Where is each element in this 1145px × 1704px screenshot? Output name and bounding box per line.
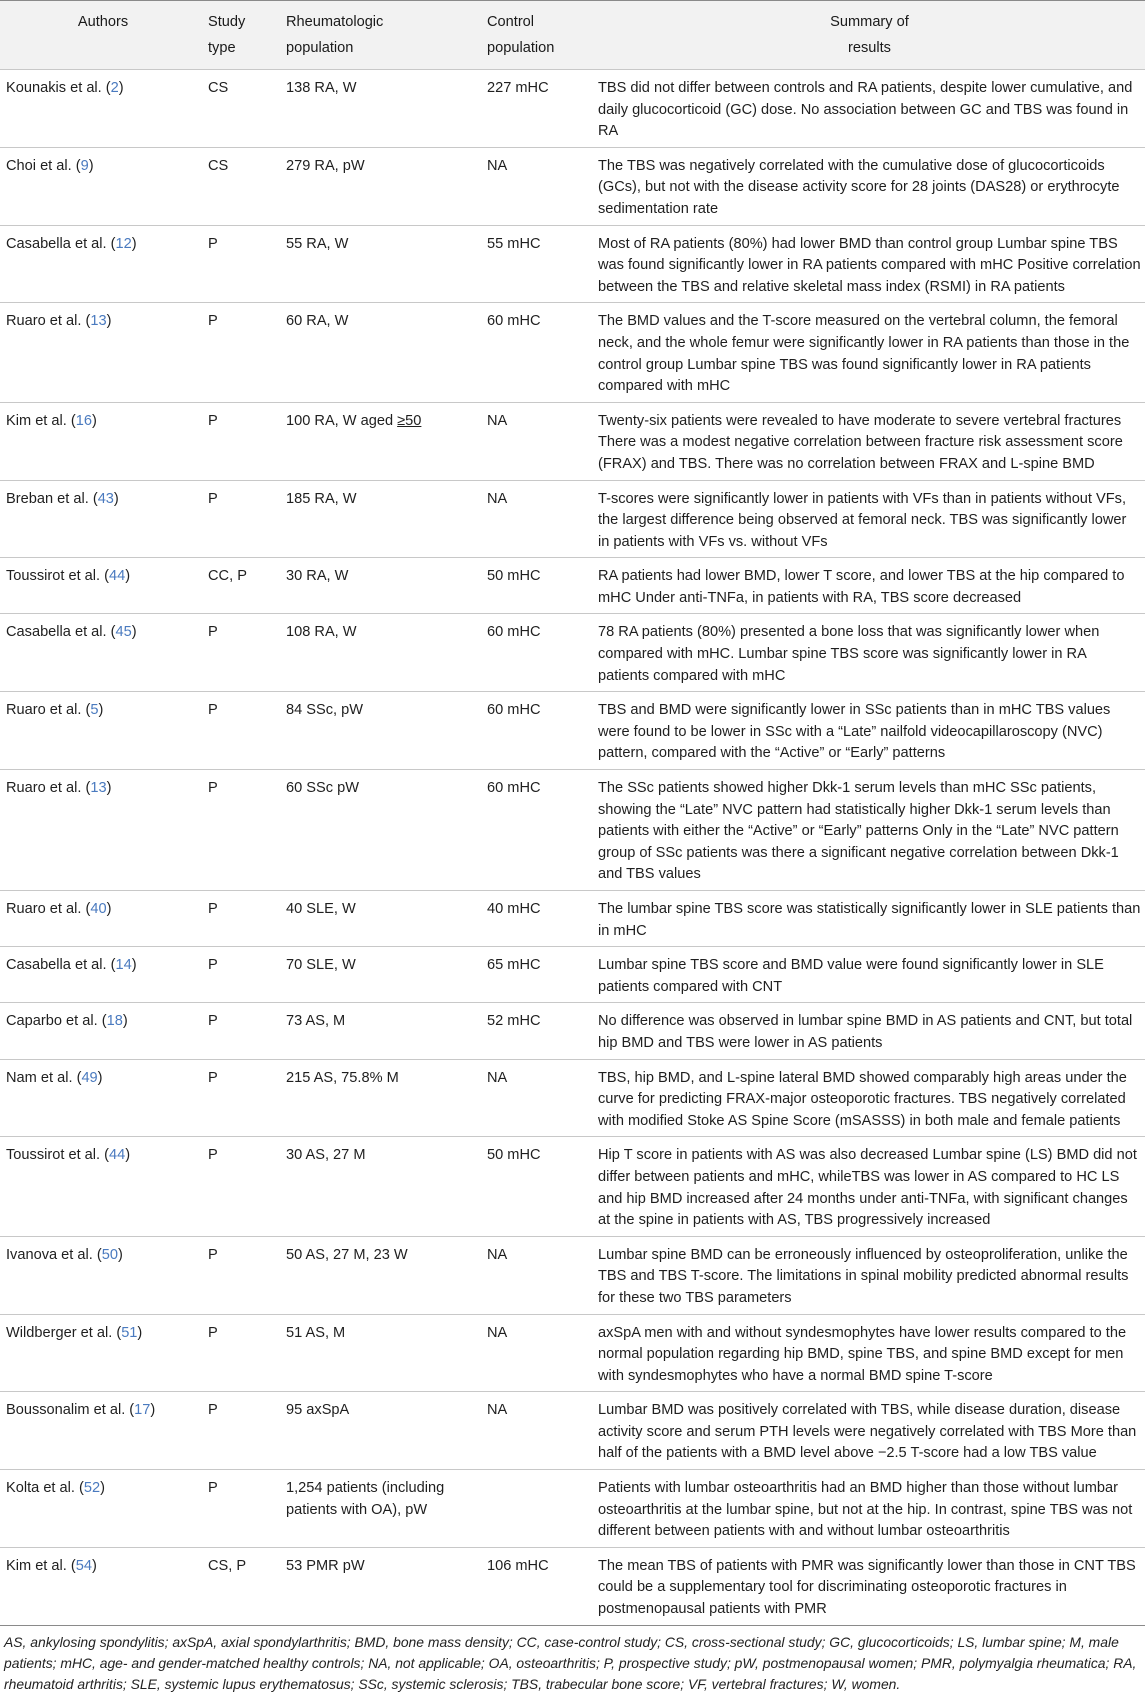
- author-name: Nam et al.: [6, 1069, 73, 1086]
- header-rheum-population: [282, 1, 483, 70]
- header-rheum-line1: Rheumatologic: [286, 14, 384, 30]
- cell-rheum-population: [282, 1392, 483, 1470]
- cell-control-population: [483, 947, 594, 1003]
- study-type-value: P: [208, 624, 218, 641]
- study-type-value: CS: [208, 80, 229, 96]
- cell-rheum-population: [282, 614, 483, 692]
- header-control-population: [483, 1, 594, 70]
- header-authors-text: Authors: [77, 14, 129, 30]
- header-control-line2: population: [487, 40, 555, 56]
- cell-study-type: [204, 947, 282, 1003]
- reference-link[interactable]: 52: [83, 1480, 101, 1497]
- reference-link[interactable]: 13: [90, 780, 107, 797]
- control-population-value: 50 mHC: [487, 1147, 541, 1164]
- study-type-value: P: [208, 901, 218, 917]
- reference-link[interactable]: 40: [90, 901, 107, 917]
- reference-link[interactable]: 17: [134, 1402, 151, 1419]
- cell-summary: [594, 1003, 1145, 1059]
- study-type-value: CS, P: [208, 1557, 247, 1574]
- cell-control-population: [483, 1137, 594, 1236]
- study-type-value: CC, P: [208, 568, 247, 585]
- cell-study-type: [204, 1314, 282, 1392]
- cell-study-type: [204, 891, 282, 947]
- cell-rheum-population: [282, 480, 483, 558]
- cell-control-population: [483, 225, 594, 303]
- cell-author: Wildberger et al. (51): [6, 1324, 143, 1341]
- cell-rheum-population: [282, 1137, 483, 1236]
- cell-study-type: [204, 70, 282, 148]
- study-type-value: P: [208, 702, 218, 719]
- rheum-population-value: 60 SSc pW: [286, 780, 359, 797]
- cell-author: Ruaro et al. (13): [6, 313, 112, 330]
- cell-summary: [594, 947, 1145, 1003]
- study-type-value: P: [208, 490, 218, 507]
- summary-text: The mean TBS of patients with PMR was significantly lower than those in CNT TBS could be a supplementary tool for discriminating osteoporotic fractures in postmenopausal patients with PMR: [598, 1557, 1136, 1618]
- cell-control-population: [483, 692, 594, 770]
- table-row: [0, 1547, 1145, 1625]
- cell-author: Casabella et al. (14): [6, 957, 137, 974]
- cell-author: Caparbo et al. (18): [6, 1013, 128, 1030]
- rheum-population-value: 50 AS, 27 M, 23 W: [286, 1246, 408, 1263]
- cell-rheum-population: [282, 1470, 483, 1548]
- control-population-value: NA: [487, 157, 508, 174]
- study-type-value: P: [208, 1147, 218, 1164]
- cell-rheum-population: [282, 558, 483, 614]
- header-summary-line2: results: [848, 40, 891, 56]
- author-name: Breban et al.: [6, 490, 89, 507]
- control-population-value: 52 mHC: [487, 1013, 541, 1030]
- author-name: Casabella et al.: [6, 235, 107, 252]
- cell-control-population: [483, 1392, 594, 1470]
- control-population-value: 50 mHC: [487, 568, 541, 585]
- cell-study-type: [204, 303, 282, 402]
- cell-author: Choi et al. (9): [6, 157, 94, 174]
- study-type-value: P: [208, 780, 218, 797]
- control-population-value: 60 mHC: [487, 780, 541, 797]
- author-name: Ruaro et al.: [6, 901, 82, 917]
- table-row: [0, 558, 1145, 614]
- rheum-population-value: 108 RA, W: [286, 624, 357, 641]
- reference-link[interactable]: 50: [101, 1246, 118, 1263]
- cell-control-population: [483, 558, 594, 614]
- reference-link[interactable]: 2: [110, 80, 119, 96]
- summary-text: The SSc patients showed higher Dkk-1 serum levels than mHC SSc patients, showing the “Late” NVC pattern had statistically higher Dkk-1 serum levels than patients with either the “Active” or “Early” patterns Only in the “Late” NVC pattern group of SSc patients was there a significant negative correlation between Dkk-1 and TBS values: [598, 780, 1119, 883]
- cell-control-population: [483, 1059, 594, 1137]
- cell-summary: [594, 558, 1145, 614]
- study-type-value: P: [208, 412, 218, 429]
- table-row: [0, 480, 1145, 558]
- cell-summary: [594, 225, 1145, 303]
- cell-rheum-population: [282, 402, 483, 480]
- table-row: [0, 1236, 1145, 1314]
- cell-summary: [594, 692, 1145, 770]
- rheum-population-value: 30 RA, W: [286, 568, 349, 585]
- control-population-value: 60 mHC: [487, 702, 541, 719]
- summary-text: TBS, hip BMD, and L-spine lateral BMD showed comparably high areas under the curve for predicting FRAX-major osteoporotic fractures. TBS negatively correlated with modified Stoke AS Spine Score (mSASSS) in both male and female patients: [598, 1069, 1127, 1129]
- cell-rheum-population: [282, 947, 483, 1003]
- control-population-value: NA: [487, 1324, 508, 1341]
- cell-author: Boussonalim et al. (17): [6, 1402, 156, 1419]
- study-type-value: P: [208, 1069, 218, 1086]
- summary-text: The TBS was negatively correlated with the cumulative dose of glucocorticoids (GCs), but not with the disease activity score for 28 joints (DAS28) or erythrocyte sedimentation rate: [598, 157, 1120, 217]
- reference-link[interactable]: 54: [75, 1557, 92, 1574]
- study-type-value: P: [208, 313, 218, 330]
- cell-control-population: [483, 1314, 594, 1392]
- cell-control-population: [483, 402, 594, 480]
- study-type-value: P: [208, 1324, 218, 1341]
- cell-author: Kim et al. (16): [6, 412, 97, 429]
- header-study-type-line2: type: [208, 40, 236, 56]
- cell-author: Casabella et al. (12): [6, 235, 137, 252]
- study-type-value: P: [208, 1402, 218, 1419]
- cell-control-population: [483, 891, 594, 947]
- control-population-value: NA: [487, 490, 508, 507]
- table-row: [0, 1470, 1145, 1548]
- author-name: Wildberger et al.: [6, 1324, 113, 1341]
- summary-text: TBS and BMD were significantly lower in SSc patients than in mHC TBS values were found to be lower in SSc with a “Late” nailfold videocapillaroscopy (NVC) pattern, compared with the “Active” or “Early” patterns: [598, 702, 1111, 762]
- reference-link[interactable]: 44: [109, 568, 126, 585]
- table-row: [0, 1137, 1145, 1236]
- cell-study-type: [204, 692, 282, 770]
- summary-text: Lumbar spine TBS score and BMD value were found significantly lower in SLE patients compared with CNT: [598, 957, 1104, 995]
- author-name: Boussonalim et al.: [6, 1402, 126, 1419]
- rheum-population-value: 60 RA, W: [286, 313, 349, 330]
- cell-study-type: [204, 402, 282, 480]
- reference-link[interactable]: 16: [75, 412, 92, 429]
- table-row: [0, 770, 1145, 891]
- cell-summary: [594, 770, 1145, 891]
- table-row: [0, 402, 1145, 480]
- cell-summary: [594, 147, 1145, 225]
- reference-link[interactable]: 18: [106, 1013, 123, 1030]
- author-name: Kolta et al.: [6, 1480, 75, 1497]
- header-summary-line1: Summary of: [830, 14, 909, 30]
- header-control-line1: Control: [487, 14, 535, 30]
- table-row: [0, 1059, 1145, 1137]
- summary-text: The lumbar spine TBS score was statistically significantly lower in SLE patients than in mHC: [598, 901, 1141, 939]
- cell-study-type: [204, 1003, 282, 1059]
- author-name: Ivanova et al.: [6, 1246, 93, 1263]
- cell-author: Toussirot et al. (44): [6, 1147, 131, 1164]
- rheum-population-value: 53 PMR pW: [286, 1557, 365, 1574]
- cell-rheum-population: [282, 1547, 483, 1625]
- summary-text: RA patients had lower BMD, lower T score, and lower TBS at the hip compared to mHC Under anti-TNFa, in patients with RA, TBS score decreased: [598, 568, 1125, 606]
- header-row: [0, 1, 1145, 70]
- cell-rheum-population: [282, 70, 483, 148]
- reference-link[interactable]: 5: [90, 702, 99, 719]
- header-summary: [594, 1, 1145, 70]
- control-population-value: 60 mHC: [487, 624, 541, 641]
- cell-rheum-population: [282, 692, 483, 770]
- table-row: [0, 225, 1145, 303]
- rheum-population-value: 100 RA, W aged: [286, 412, 398, 429]
- cell-study-type: [204, 147, 282, 225]
- header-authors: [0, 1, 204, 70]
- cell-study-type: [204, 614, 282, 692]
- cell-rheum-population: [282, 225, 483, 303]
- reference-link[interactable]: 12: [115, 235, 132, 252]
- cell-author: Breban et al. (43): [6, 490, 119, 507]
- reference-link[interactable]: 13: [90, 313, 107, 330]
- reference-link[interactable]: 44: [109, 1147, 126, 1164]
- author-name: Ruaro et al.: [6, 780, 82, 797]
- author-name: Ruaro et al.: [6, 313, 82, 330]
- summary-text: TBS did not differ between controls and RA patients, despite lower cumulative, and daily glucocorticoid (GC) dose. No association between GC and TBS was found in RA: [598, 80, 1133, 140]
- cell-study-type: [204, 225, 282, 303]
- study-type-value: P: [208, 1246, 218, 1263]
- table-header: [0, 1, 1145, 70]
- study-type-value: P: [208, 1013, 218, 1030]
- control-population-value: 227 mHC: [487, 80, 549, 96]
- cell-author: Kounakis et al. (2): [6, 80, 124, 96]
- rheum-population-value: 215 AS, 75.8% M: [286, 1069, 399, 1086]
- reference-link[interactable]: 14: [115, 957, 132, 974]
- author-name: Kim et al.: [6, 412, 67, 429]
- cell-study-type: [204, 770, 282, 891]
- reference-link[interactable]: 51: [121, 1324, 138, 1341]
- cell-control-population: [483, 480, 594, 558]
- table-row: [0, 614, 1145, 692]
- author-name: Choi et al.: [6, 157, 72, 174]
- table-row: [0, 891, 1145, 947]
- cell-control-population: [483, 614, 594, 692]
- rheum-population-value: 138 RA, W: [286, 80, 357, 96]
- cell-rheum-population: [282, 1314, 483, 1392]
- study-type-value: P: [208, 957, 218, 974]
- summary-text: Hip T score in patients with AS was also decreased Lumbar spine (LS) BMD did not differ between patients and mHC, whileTBS was lower in AS compared to HC LS and hip BMD increased after 24 months under anti-TNFa, with significant changes at the spine in patients with AS, TBS progressively increased: [598, 1147, 1137, 1229]
- cell-author: Kolta et al. (52): [6, 1480, 105, 1497]
- reference-link[interactable]: 43: [97, 490, 114, 507]
- cell-study-type: [204, 480, 282, 558]
- table-body: [0, 70, 1145, 1626]
- rheum-population-value: 51 AS, M: [286, 1324, 346, 1341]
- cell-author: Ruaro et al. (13): [6, 780, 112, 797]
- control-population-value: 65 mHC: [487, 957, 541, 974]
- cell-summary: [594, 70, 1145, 148]
- table-row: [0, 692, 1145, 770]
- cell-summary: [594, 1059, 1145, 1137]
- author-name: Kounakis et al.: [6, 80, 102, 96]
- cell-rheum-population: [282, 770, 483, 891]
- control-population-value: 106 mHC: [487, 1557, 549, 1574]
- cell-author: Kim et al. (54): [6, 1557, 97, 1574]
- rheum-population-value: 30 AS, 27 M: [286, 1147, 366, 1164]
- header-rheum-line2: population: [286, 40, 354, 56]
- cell-control-population: [483, 1236, 594, 1314]
- summary-text: T-scores were significantly lower in patients with VFs than in patients without VFs, the largest difference being observed at femoral neck. TBS was significantly lower in patients with VFs vs. without VFs: [598, 490, 1127, 550]
- cell-study-type: [204, 1547, 282, 1625]
- rheum-population-value: 1,254 patients (including patients with OA), pW: [286, 1480, 445, 1518]
- header-study-type-line1: Study: [208, 14, 246, 30]
- table-footnote: AS, ankylosing spondylitis; axSpA, axial spondylarthritis; BMD, bone mass density; CC, case-control study; CS, cross-sectional study; GC, glucocorticoids; LS, lumbar spine; M, male patients; mHC, age- and gender-matched healthy controls; NA, not applicable; OA, osteoarthritis; P, prospective study; pW, postmenopausal women; PMR, polymyalgia rheumatica; RA, rheumatoid arthritis; SLE, systemic lupus erythematosus; SSc, systemic sclerosis; TBS, trabecular bone score; VF, vertebral fractures; W, women.: [4, 1633, 1137, 1692]
- cell-control-population: [483, 1470, 594, 1548]
- summary-text: Twenty-six patients were revealed to have moderate to severe vertebral fractures There was a modest negative correlation between fracture risk assessment score (FRAX) and TBS. There was no correlation between FRAX and L-spine BMD: [598, 412, 1123, 472]
- author-name: Casabella et al.: [6, 624, 107, 641]
- rheum-population-value: 279 RA, pW: [286, 157, 365, 174]
- cell-control-population: [483, 70, 594, 148]
- control-population-value: 60 mHC: [487, 313, 541, 330]
- table-row: [0, 70, 1145, 148]
- table-row: [0, 1003, 1145, 1059]
- cell-author: Casabella et al. (45): [6, 624, 137, 641]
- table-row: [0, 303, 1145, 402]
- cell-rheum-population: [282, 303, 483, 402]
- cell-rheum-population: [282, 147, 483, 225]
- cell-summary: [594, 1547, 1145, 1625]
- cell-summary: [594, 891, 1145, 947]
- cell-control-population: [483, 770, 594, 891]
- control-population-value: NA: [487, 1246, 508, 1263]
- table-row: [0, 947, 1145, 1003]
- control-population-value: 40 mHC: [487, 901, 541, 917]
- cell-rheum-population: [282, 1003, 483, 1059]
- cell-summary: [594, 1392, 1145, 1470]
- study-type-value: P: [208, 1480, 218, 1497]
- summary-text: axSpA men with and without syndesmophytes have lower results compared to the normal population regarding hip BMD, spine TBS, and spine BMD except for men with syndesmophytes who have a normal BMD spine T-score: [598, 1324, 1127, 1384]
- summary-text: Patients with lumbar osteoarthritis had an BMD higher than those without lumbar osteoarthritis at the lumbar spine, but not at the hip. In contrast, spine TBS was not different between patients with and without lumbar osteoarthritis: [598, 1480, 1133, 1540]
- cell-summary: [594, 303, 1145, 402]
- author-name: Kim et al.: [6, 1557, 67, 1574]
- rheum-population-value: 185 RA, W: [286, 490, 357, 507]
- reference-link[interactable]: 49: [81, 1069, 98, 1086]
- control-population-value: 55 mHC: [487, 235, 541, 252]
- cell-control-population: [483, 1003, 594, 1059]
- cell-author: Ruaro et al. (40): [6, 901, 112, 917]
- rheum-population-value: 84 SSc, pW: [286, 702, 364, 719]
- reference-link[interactable]: 9: [80, 157, 89, 174]
- header-study-type: [204, 1, 282, 70]
- cell-author: Nam et al. (49): [6, 1069, 103, 1086]
- cell-study-type: [204, 1236, 282, 1314]
- author-name: Ruaro et al.: [6, 702, 82, 719]
- rheum-population-value: 40 SLE, W: [286, 901, 356, 917]
- cell-study-type: [204, 558, 282, 614]
- cell-summary: [594, 480, 1145, 558]
- cell-summary: [594, 614, 1145, 692]
- cell-author: Ivanova et al. (50): [6, 1246, 123, 1263]
- author-name: Toussirot et al.: [6, 568, 101, 585]
- summary-text: The BMD values and the T-score measured on the vertebral column, the femoral neck, and the whole femur were significantly lower in RA patients than those in the control group Lumbar spine TBS was found significantly lower in RA patients compared with mHC: [598, 313, 1130, 395]
- summary-text: 78 RA patients (80%) presented a bone loss that was significantly lower when compared with mHC. Lumbar spine TBS score was significantly lower in RA patients compared with mHC: [598, 624, 1100, 684]
- study-type-value: P: [208, 235, 218, 252]
- cell-author: Toussirot et al. (44): [6, 568, 131, 585]
- cell-summary: [594, 1236, 1145, 1314]
- cell-rheum-population: [282, 891, 483, 947]
- rheum-population-value: 55 RA, W: [286, 235, 349, 252]
- rheum-population-value: 95 axSpA: [286, 1402, 350, 1419]
- cell-summary: [594, 1137, 1145, 1236]
- study-type-value: CS: [208, 157, 229, 174]
- summary-text: No difference was observed in lumbar spine BMD in AS patients and CNT, but total hip BMD and TBS were lower in AS patients: [598, 1013, 1133, 1051]
- cell-rheum-population: [282, 1236, 483, 1314]
- author-name: Toussirot et al.: [6, 1147, 101, 1164]
- summary-text: Lumbar BMD was positively correlated with TBS, while disease duration, disease activity score and serum PTH levels were negatively correlated with TBS More than half of the patients with a BMD level above −2.5 T-score had a low TBS value: [598, 1402, 1137, 1462]
- cell-summary: [594, 1314, 1145, 1392]
- cell-control-population: [483, 303, 594, 402]
- control-population-value: NA: [487, 412, 508, 429]
- cell-study-type: [204, 1137, 282, 1236]
- summary-text: Most of RA patients (80%) had lower BMD than control group Lumbar spine TBS was found significantly lower in RA patients compared with mHC Positive correlation between the TBS and relative skeletal mass index (RSMI) in RA patients: [598, 235, 1141, 295]
- cell-control-population: [483, 1547, 594, 1625]
- author-name: Caparbo et al.: [6, 1013, 98, 1030]
- cell-author: Ruaro et al. (5): [6, 702, 104, 719]
- cell-study-type: [204, 1059, 282, 1137]
- table-row: [0, 1392, 1145, 1470]
- cell-summary: [594, 402, 1145, 480]
- table-row: [0, 1314, 1145, 1392]
- rheum-population-value: 73 AS, M: [286, 1013, 346, 1030]
- cell-rheum-population: [282, 1059, 483, 1137]
- table-row: [0, 147, 1145, 225]
- summary-text: Lumbar spine BMD can be erroneously influenced by osteoproliferation, unlike the TBS and TBS T-score. The limitations in spinal mobility predicted abnormal results for these two TBS parameters: [598, 1246, 1129, 1306]
- cell-control-population: [483, 147, 594, 225]
- control-population-value: NA: [487, 1402, 508, 1419]
- cell-summary: [594, 1470, 1145, 1548]
- rheum-population-value: 70 SLE, W: [286, 957, 356, 974]
- control-population-value: NA: [487, 1069, 508, 1086]
- reference-link[interactable]: 45: [115, 624, 132, 641]
- rheum-population-underlined: ≥50: [397, 412, 422, 429]
- cell-study-type: [204, 1470, 282, 1548]
- author-name: Casabella et al.: [6, 957, 107, 974]
- cell-study-type: [204, 1392, 282, 1470]
